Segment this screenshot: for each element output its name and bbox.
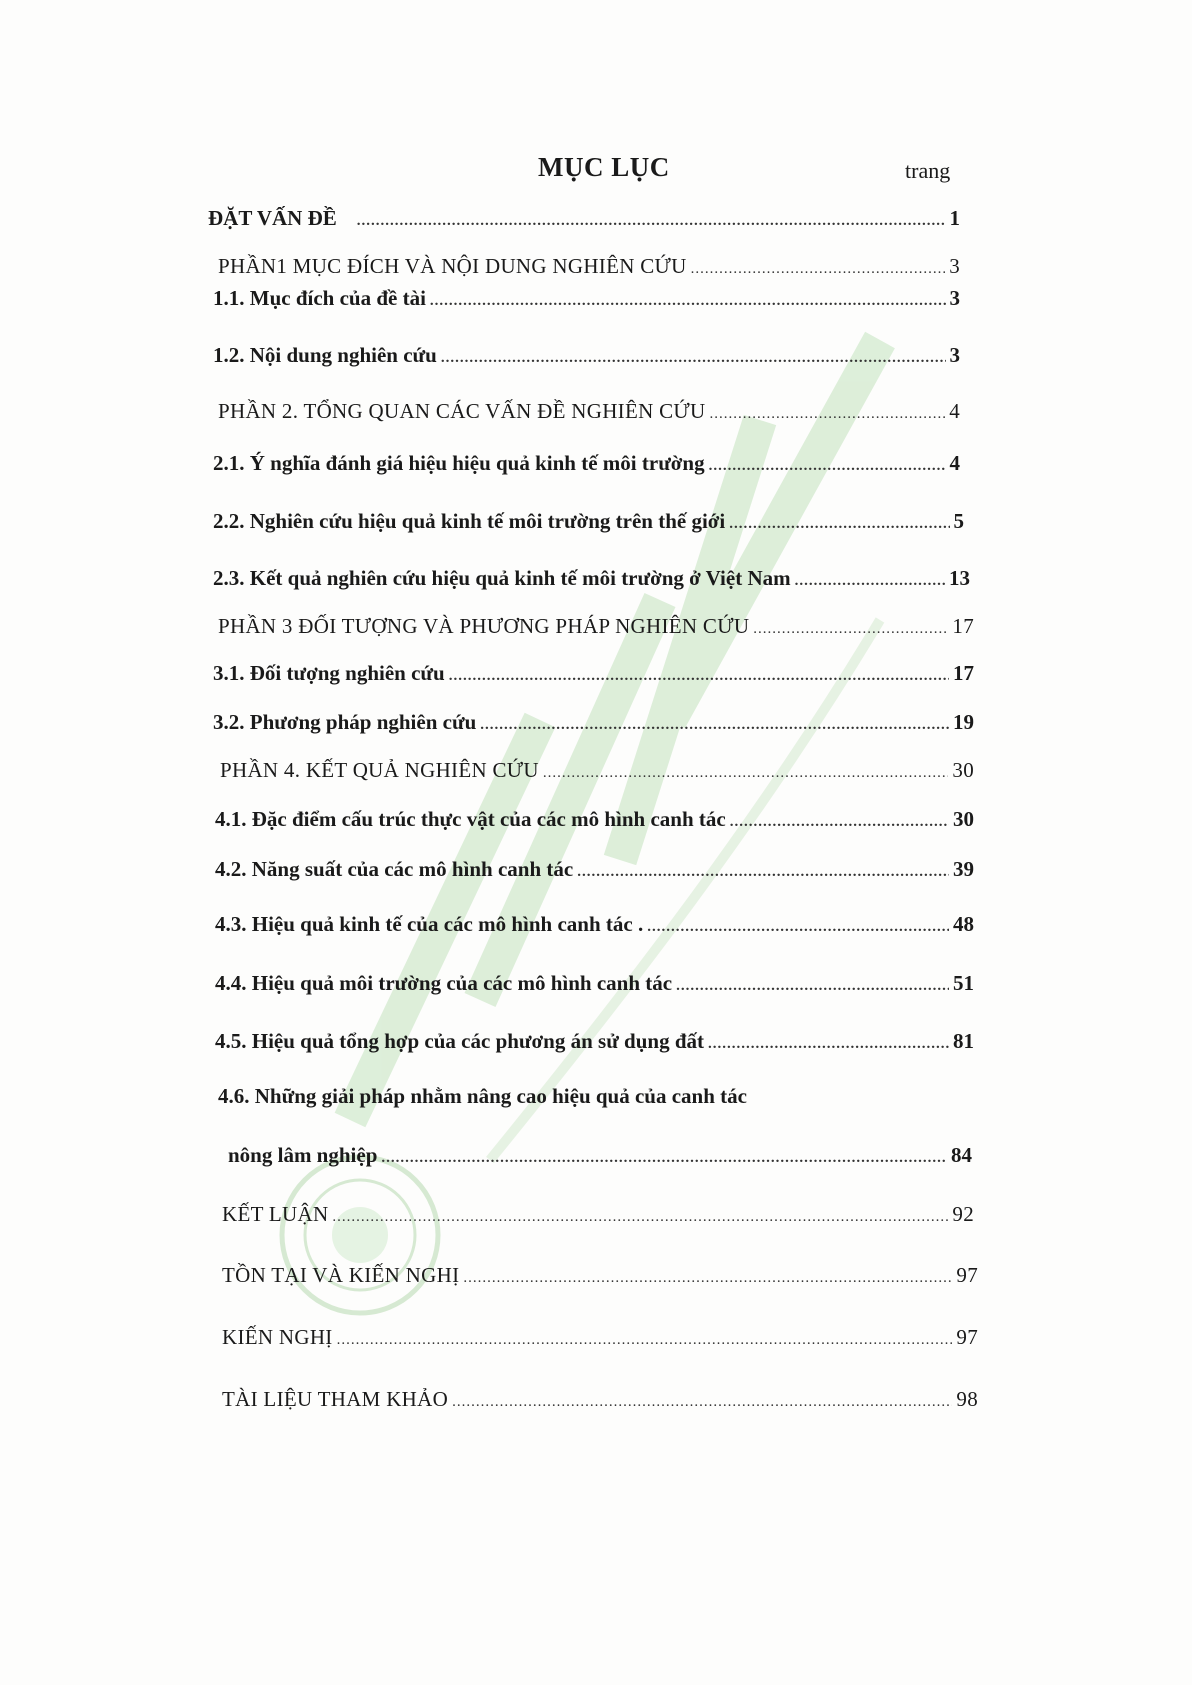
toc-entry: 3.1. Đối tượng nghiên cứu ..... 17 (213, 661, 974, 693)
toc-entry: PHẦN 3 ĐỐI TƯỢNG VÀ PHƯƠNG PHÁP NGHIÊN CỨU ..... 17 (218, 614, 974, 646)
toc-entry: ĐẶT VẤN ĐỀ ..... 1 (208, 206, 960, 238)
toc-entry: 4.5. Hiệu quả tổng hợp của các phương án sử dụng đất ..... 81 (215, 1029, 974, 1061)
page-title: MỤC LỤC (538, 152, 670, 182)
toc-entry: TÀI LIỆU THAM KHẢO ..... 98 (222, 1387, 978, 1419)
toc-heading-row (0, 152, 1192, 192)
toc-entry: 3.2. Phương pháp nghiên cứu ..... 19 (213, 710, 974, 742)
toc-entry: PHẦN 4. KẾT QUẢ NGHIÊN CỨU ..... 30 (220, 758, 974, 790)
toc-entry: nông lâm nghiệp ..... 84 (228, 1143, 972, 1175)
toc-entry: 2.3. Kết quả nghiên cứu hiệu quả kinh tế môi trường ở Việt Nam ..... 13 (213, 566, 970, 598)
toc-entry: 4.1. Đặc điểm cấu trúc thực vật của các mô hình canh tác ..... 30 (215, 807, 974, 839)
toc-entry: 1.1. Mục đích của đề tài ..... 3 (213, 286, 960, 318)
page-column-label: trang (905, 158, 951, 183)
toc-entry: 1.2. Nội dung nghiên cứu ..... 3 (213, 343, 960, 375)
toc-entry: KẾT LUẬN ..... 92 (222, 1202, 974, 1234)
toc-entry: PHẦN 2. TỔNG QUAN CÁC VẤN ĐỀ NGHIÊN CỨU ..... 4 (218, 399, 960, 431)
toc-entry: 4.3. Hiệu quả kinh tế của các mô hình canh tác . ..... 48 (215, 912, 974, 944)
toc-entry: 4.4. Hiệu quả môi trường của các mô hình canh tác ..... 51 (215, 971, 974, 1003)
toc-entry: 2.2. Nghiên cứu hiệu quả kinh tế môi trường trên thế giới ..... 5 (213, 509, 964, 541)
toc-entry: KIẾN NGHỊ ..... 97 (222, 1325, 978, 1357)
watermark-graphic (240, 300, 1000, 1200)
toc-entry: TỒN TẠI VÀ KIẾN NGHỊ ..... 97 (222, 1263, 978, 1295)
toc-entry: 2.1. Ý nghĩa đánh giá hiệu hiệu quả kinh tế môi trường ..... 4 (213, 451, 960, 483)
toc-entry: 4.6. Những giải pháp nhằm nâng cao hiệu quả của canh tác (218, 1084, 747, 1108)
toc-entry: PHẦN1 MỤC ĐÍCH VÀ NỘI DUNG NGHIÊN CỨU ..... 3 (218, 254, 960, 286)
toc-entry: 4.2. Năng suất của các mô hình canh tác ..... 39 (215, 857, 974, 889)
